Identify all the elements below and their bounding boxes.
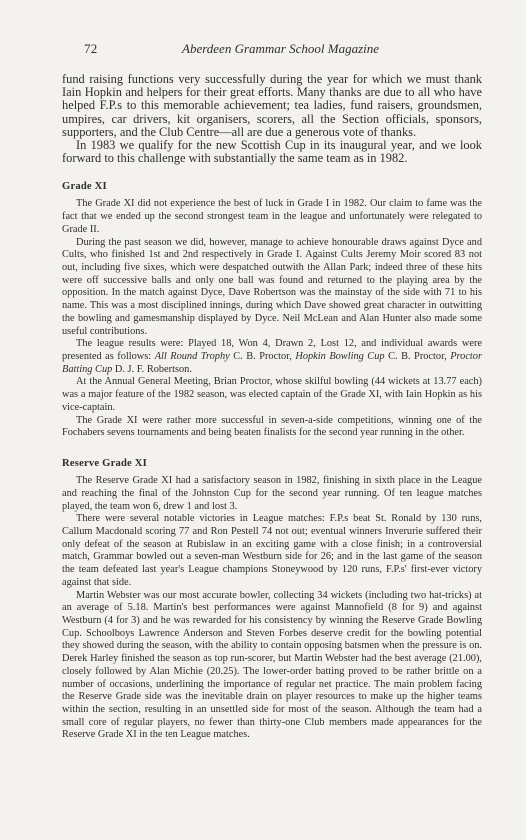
award-all-round-trophy: All Round Trophy [154,351,230,363]
article-body [62,73,482,742]
grade-xi-paragraph-4: At the Annual General Meeting, Brian Proctor, whose skilful bowling (44 wickets at 13.77 each) was a major feature of the 1982 season, was elected captain of the Grade XI, with Iain Hopkin as his vice-captain. [62,376,482,413]
award-hopkin-bowling-cup: Hopkin Bowling Cup [295,351,385,363]
intro-paragraph-1: fund raising functions very successfully during the year for which we must thank Iain Hopkin and helpers for their great efforts. Many thanks are due to all who have helped F.P.s to this memorable achievement; tea ladies, fund raisers, groundsmen, umpires, car drivers, kit organisers, scorers, all the Section officials, sponsors, supporters, and the Club Centre—all are due a generous vote of thanks. [62,72,482,139]
page-number: 72 [84,41,98,56]
intro-paragraph-2: In 1983 we qualify for the new Scottish Cup in its inaugural year, and we look forward to this challenge with substantially the same team as in 1982. [62,138,482,166]
section-heading-reserve-grade-xi: Reserve Grade XI [62,458,147,470]
grade-xi-paragraph-5: The Grade XI were rather more successful in seven-a-side competitions, winning one of the Fochabers sevens tournaments and being beaten finalists for the second year running in the other. [62,414,482,439]
award-winner-2: C. B. Proctor, [384,351,451,363]
intro-section [62,73,482,165]
section-heading-grade-xi: Grade XI [62,181,107,193]
reserve-paragraph-1: The Reserve Grade XI had a satisfactory season in 1982, finishing in sixth place in the League and reaching the final of the Johnston Cup for the second year running. Of ten league matches played, the team won 6, drew 1 and lost 3. [62,475,482,512]
reserve-grade-section [62,475,482,742]
grade-xi-paragraph-1: The Grade XI did not experience the best of luck in Grade I in 1982. Our claim to fame was the fact that we ended up the second strongest team in the league and unfortunately were relegated to Grade II. [62,198,482,235]
grade-xi-section [62,198,482,440]
league-results-text: The league results were: Played 18, Won 4, Drawn 2, Lost 12, and individual awards were presented as follows: [62,338,482,363]
award-winner-3: D. J. F. Robertson. [112,363,192,375]
grade-xi-paragraph-2: During the past season we did, however, manage to achieve honourable draws against Dyce and Cults, who finished 1st and 2nd respectively in Grade I. Against Cults Jeremy Moir scored 83 not out, including five sixes, which were despatched outwith the Allan Park; indeed three of these hits were off successive balls and only one ball was found and returned to the playing area by the opposition. In the match against Dyce, Dave Robertson was the mainstay of the side with 71 to his name. This was a most disciplined innings, during which Dave showed great character in outwitting the bowling and gamesmanship displayed by Dyce. Neil McLean and Alan Hunter also made some useful contributions. [62,236,482,337]
reserve-paragraph-2: There were several notable victories in League matches: F.P.s beat St. Ronald by 130 runs, Callum Macdonald scoring 77 and Ron Pestell 74 not out; eventual winners Inverurie suffered their only defeat of the season at Rubislaw in an exciting game with a close finish; in a controversial match, Grammar bowled out a seven-man Westburn side for 26; and in the last game of the season the team defeated last year's League champions Stoneywood by 120 runs, F.P.s' first-ever victory against that side. [62,513,482,588]
grade-xi-paragraph-3 [62,338,482,376]
reserve-paragraph-3: Martin Webster was our most accurate bowler, collecting 34 wickets (including two hat-tricks) at an average of 5.18. Martin's best performances were against Mannofield (8 for 9) and against Westburn (4 for 3) and he was rewarded for his consistency by winning the Reserve Grade Bowling Cup. Schoolboys Lawrence Anderson and Steven Forbes deserve credit for the bowling potential they showed during the season, with the ability to contain opposing batsmen when the pressure is on. Derek Harley finished the season as top run-scorer, but Martin Webster had the best average (21.00), closely followed by Alan Michie (20.25). The lower-order batting proved to be rather brittle on a number of occasions, underlining the importance of regular net practice. The main problem facing the Reserve Grade side was the inevitable drain on player resources to make up the higher teams within the section, resulting in an unsettled side for most of the season. Although the team had a small core of regular players, no fewer than thirty-one Club members made appearances for the Reserve Grade XI in the ten League matches. [62,589,482,741]
running-title: Aberdeen Grammar School Magazine [182,41,380,56]
page-header [84,41,464,59]
award-proctor-batting-cup: Proctor Batting Cup [62,351,482,375]
award-winner-1: C. B. Proctor, [229,351,296,363]
